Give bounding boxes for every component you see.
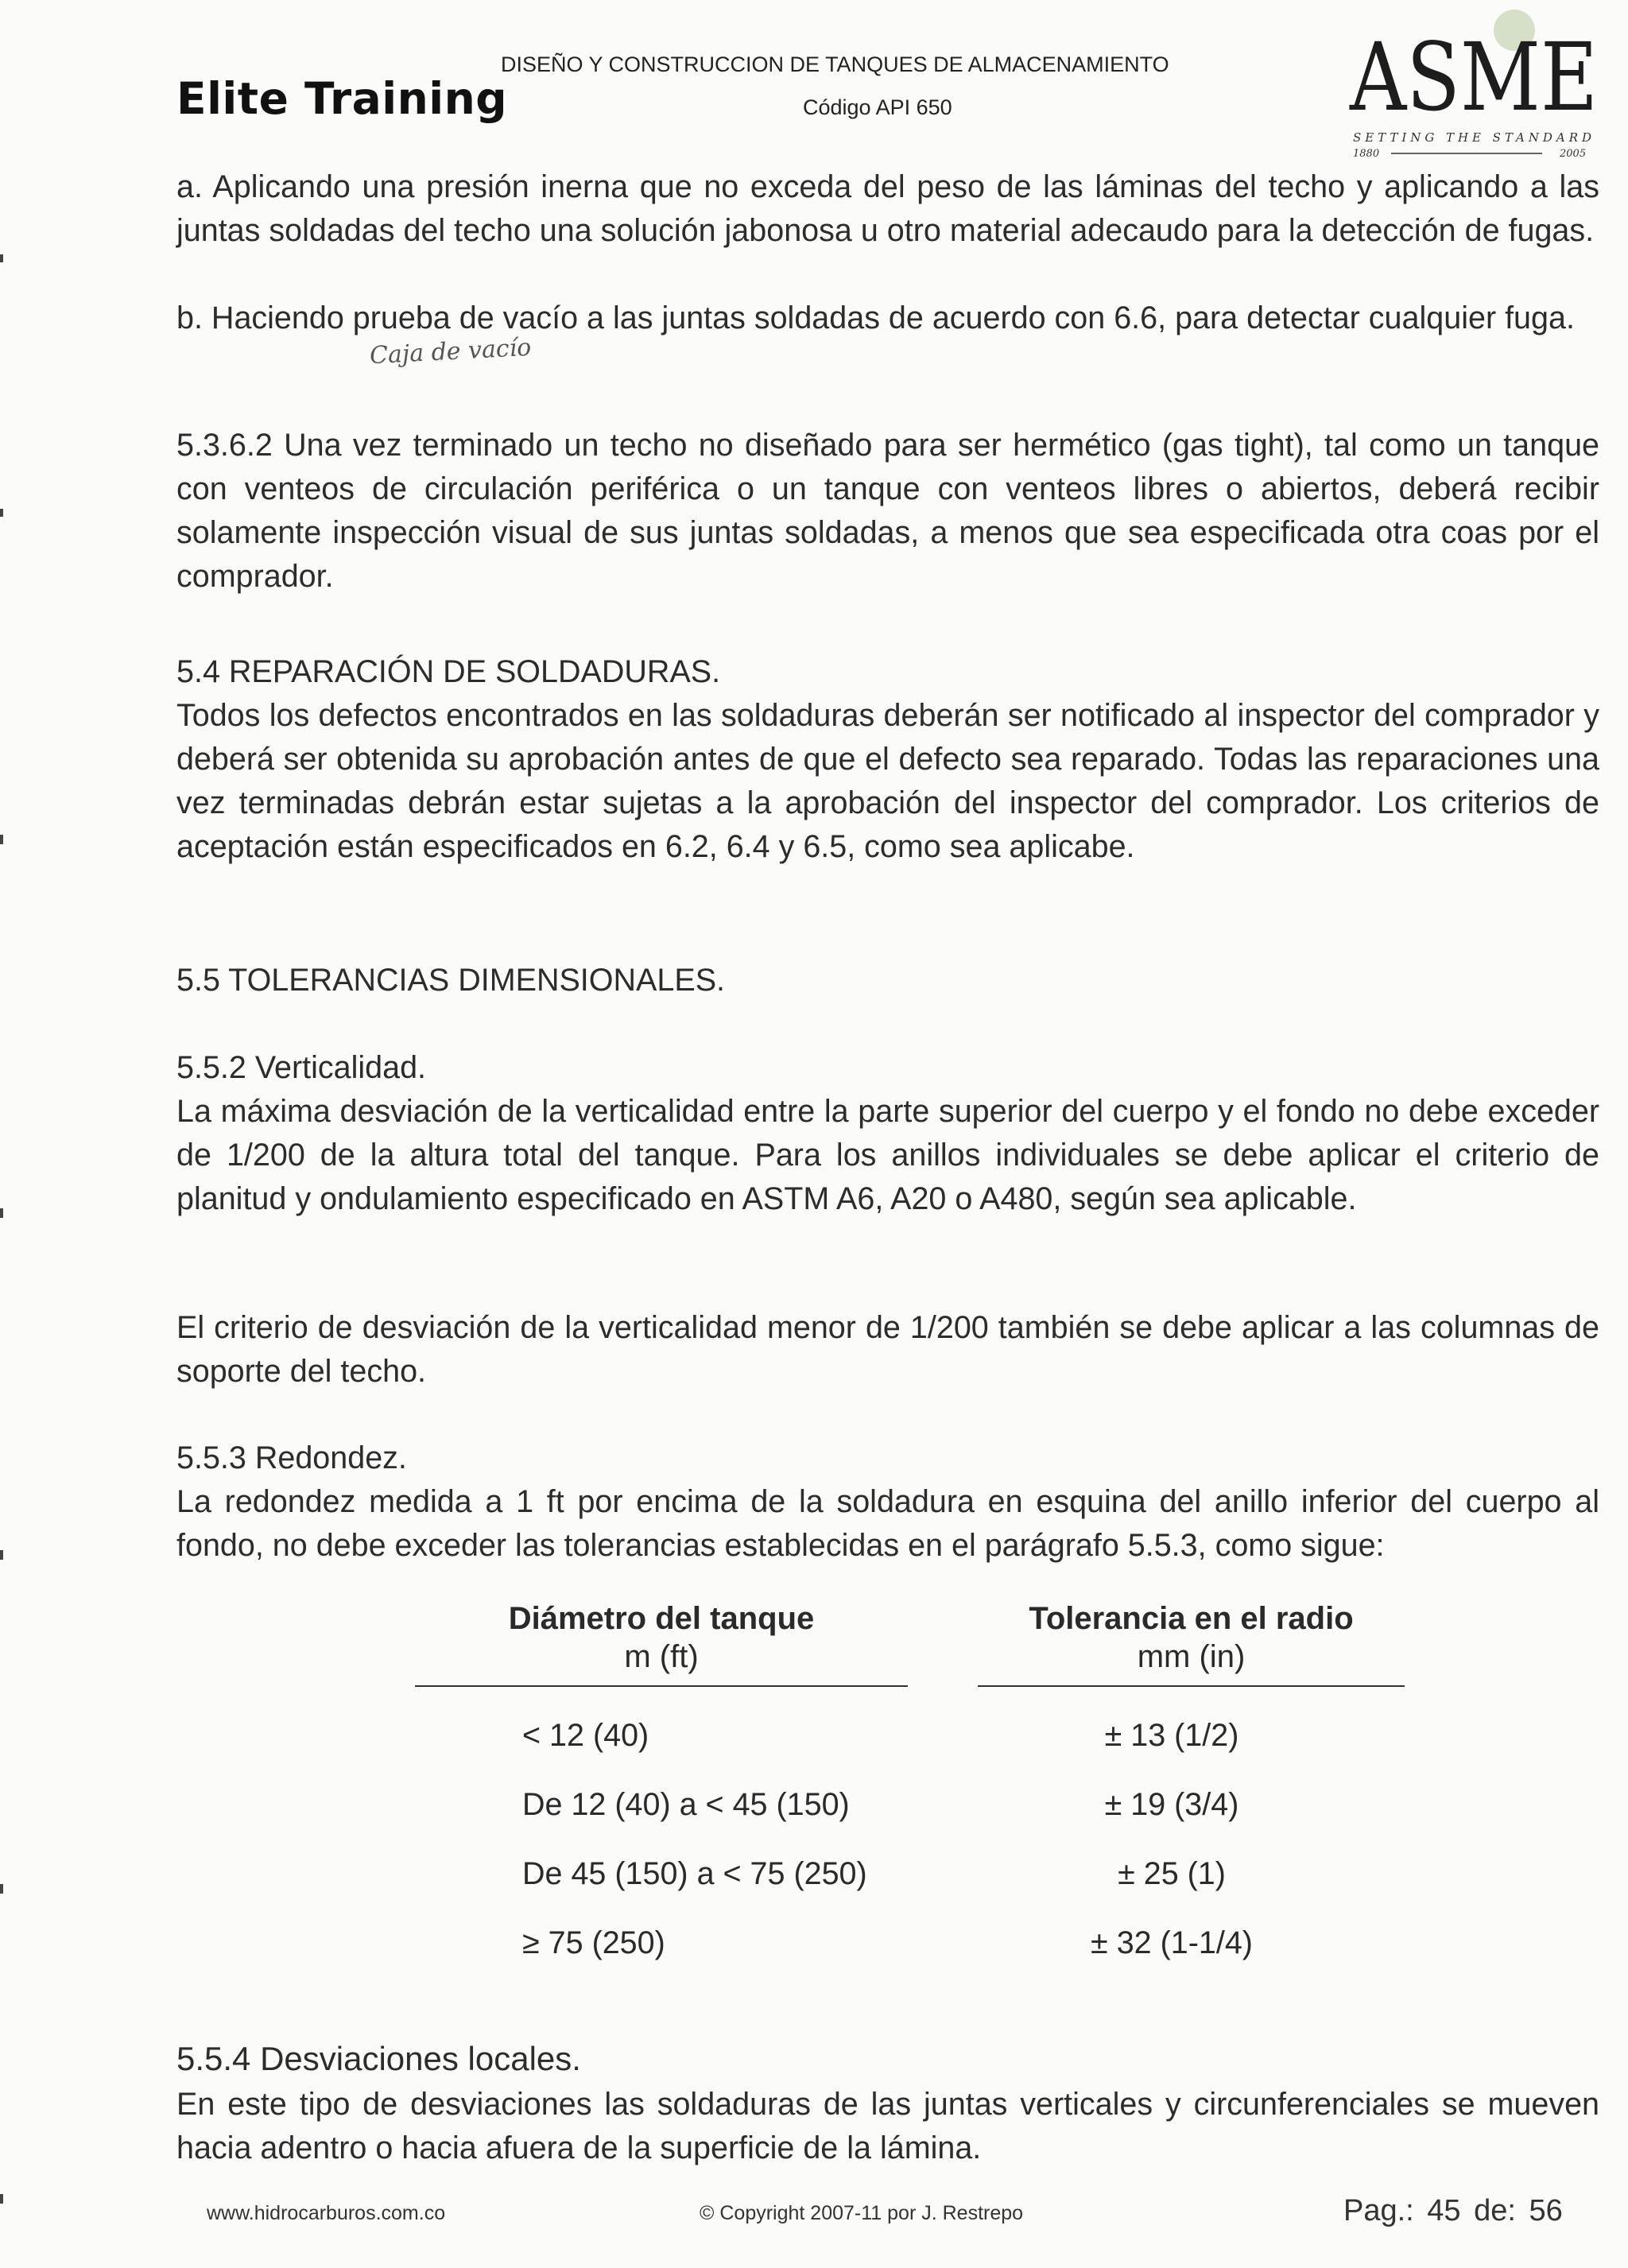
brand-title: Elite Training — [176, 73, 508, 124]
table-row — [415, 1909, 1405, 1978]
binding-mark — [0, 1550, 3, 1560]
paragraph-5-5-2-a: La máxima desviación de la verticalidad entre la parte superior del cuerpo y el fondo no debe exceder de 1/200 de la altura total del tanque. Para los anillos individuales se debe aplicar el criterio de planitud y ondulamiento especificado en ASTM A6, A20 o A480, según sea aplicable. — [176, 1094, 1599, 1216]
diameter-cell: ≥ 75 (250) — [522, 1925, 665, 1960]
paragraph-5-5-4: En este tipo de desviaciones las soldaduras de las juntas verticales y circunferenciales se mueven hacia adentro o hacia afuera de la superficie de la lámina. — [176, 2087, 1599, 2165]
document-code: Código API 650 — [803, 95, 952, 119]
footer-website: www.hidrocarburos.com.co — [207, 2202, 446, 2224]
binding-mark — [0, 1884, 3, 1894]
paragraph-5-4: Todos los defectos encontrados en las soldaduras deberán ser notificado al inspector del comprador y deberá ser obtenida su aprobación antes de que el defecto sea reparado. Todas las reparaciones una vez terminadas debrán estar sujetas a la aprobación del inspector del comprador. Los criterios de aceptación están especificados en 6.2, 6.4 y 6.5, como sea aplicabe. — [176, 698, 1599, 864]
roundness-tolerance-table — [415, 1598, 1405, 1978]
binding-mark — [0, 835, 3, 844]
diameter-cell: De 12 (40) a < 45 (150) — [522, 1787, 850, 1822]
tolerance-cell: ± 13 (1/2) — [1104, 1718, 1239, 1753]
logo-year-end: 2005 — [1560, 148, 1587, 160]
section-heading-5-5-2: 5.5.2 Verticalidad. — [176, 1050, 427, 1085]
logo-tagline: SETTING THE STANDARD — [1353, 130, 1591, 145]
tolerance-cell: ± 32 (1-1/4) — [1091, 1925, 1253, 1960]
footer-copyright: © Copyright 2007-11 por J. Restrepo — [700, 2202, 1024, 2224]
document-title: DISEÑO Y CONSTRUCCION DE TANQUES DE ALMACENAMIENTO — [501, 52, 1169, 76]
tolerance-cell: ± 19 (3/4) — [1104, 1787, 1239, 1822]
binding-mark — [0, 1208, 3, 1218]
binding-mark — [0, 254, 3, 262]
section-heading-5-5: 5.5 TOLERANCIAS DIMENSIONALES. — [176, 963, 726, 998]
paragraph-5-5-2-b: El criterio de desviación de la verticalidad menor de 1/200 también se debe aplicar a las columnas de soporte del techo. — [176, 1310, 1599, 1389]
section-heading-5-5-4: 5.5.4 Desviaciones locales. — [176, 2040, 581, 2077]
diameter-cell: < 12 (40) — [522, 1718, 649, 1753]
section-heading-5-5-3: 5.5.3 Redondez. — [176, 1440, 407, 1475]
table-row — [415, 1701, 1405, 1770]
column-header-diameter: Diámetro del tanque — [508, 1600, 815, 1636]
logo-wordmark: ASME — [1349, 22, 1598, 132]
asme-logo — [1343, 8, 1606, 159]
column-unit-tolerance: mm (in) — [1137, 1639, 1246, 1674]
column-unit-diameter: m (ft) — [624, 1639, 699, 1674]
table-row — [415, 1770, 1405, 1840]
paragraph-a: a. Aplicando una presión inerna que no exceda del peso de las láminas del techo y aplicando a las juntas soldadas del techo una solución jabonosa u otro material adecaudo para la detección de fugas. — [176, 169, 1599, 248]
section-heading-5-4: 5.4 REPARACIÓN DE SOLDADURAS. — [176, 654, 721, 689]
paragraph-5-3-6-2: 5.3.6.2 Una vez terminado un techo no diseñado para ser hermético (gas tight), tal como un tanque con venteos de circulación periférica o un tanque con venteos libres o abiertos, deberá recibir solamente inspección visual de sus juntas soldadas, a menos que sea especificada otra coas por el comprador. — [176, 428, 1599, 594]
paragraph-5-5-3: La redondez medida a 1 ft por encima de la soldadura en esquina del anillo inferior del cuerpo al fondo, no debe exceder las tolerancias establecidas en el parágrafo 5.5.3, como sigue: — [176, 1484, 1599, 1563]
column-header-tolerance: Tolerancia en el radio — [1029, 1600, 1354, 1636]
table-row — [415, 1840, 1405, 1909]
binding-mark — [0, 2194, 3, 2204]
handwritten-note: Caja de vacío — [369, 333, 533, 370]
page-number: Pag.: 45 de: 56 — [1343, 2194, 1563, 2227]
diameter-cell: De 45 (150) a < 75 (250) — [522, 1856, 867, 1891]
logo-year-start: 1880 — [1353, 148, 1380, 160]
binding-mark — [0, 509, 3, 517]
tolerance-cell: ± 25 (1) — [1118, 1856, 1226, 1891]
paragraph-b: b. Haciendo prueba de vacío a las juntas soldadas de acuerdo con 6.6, para detectar cualquier fuga. — [176, 300, 1575, 335]
